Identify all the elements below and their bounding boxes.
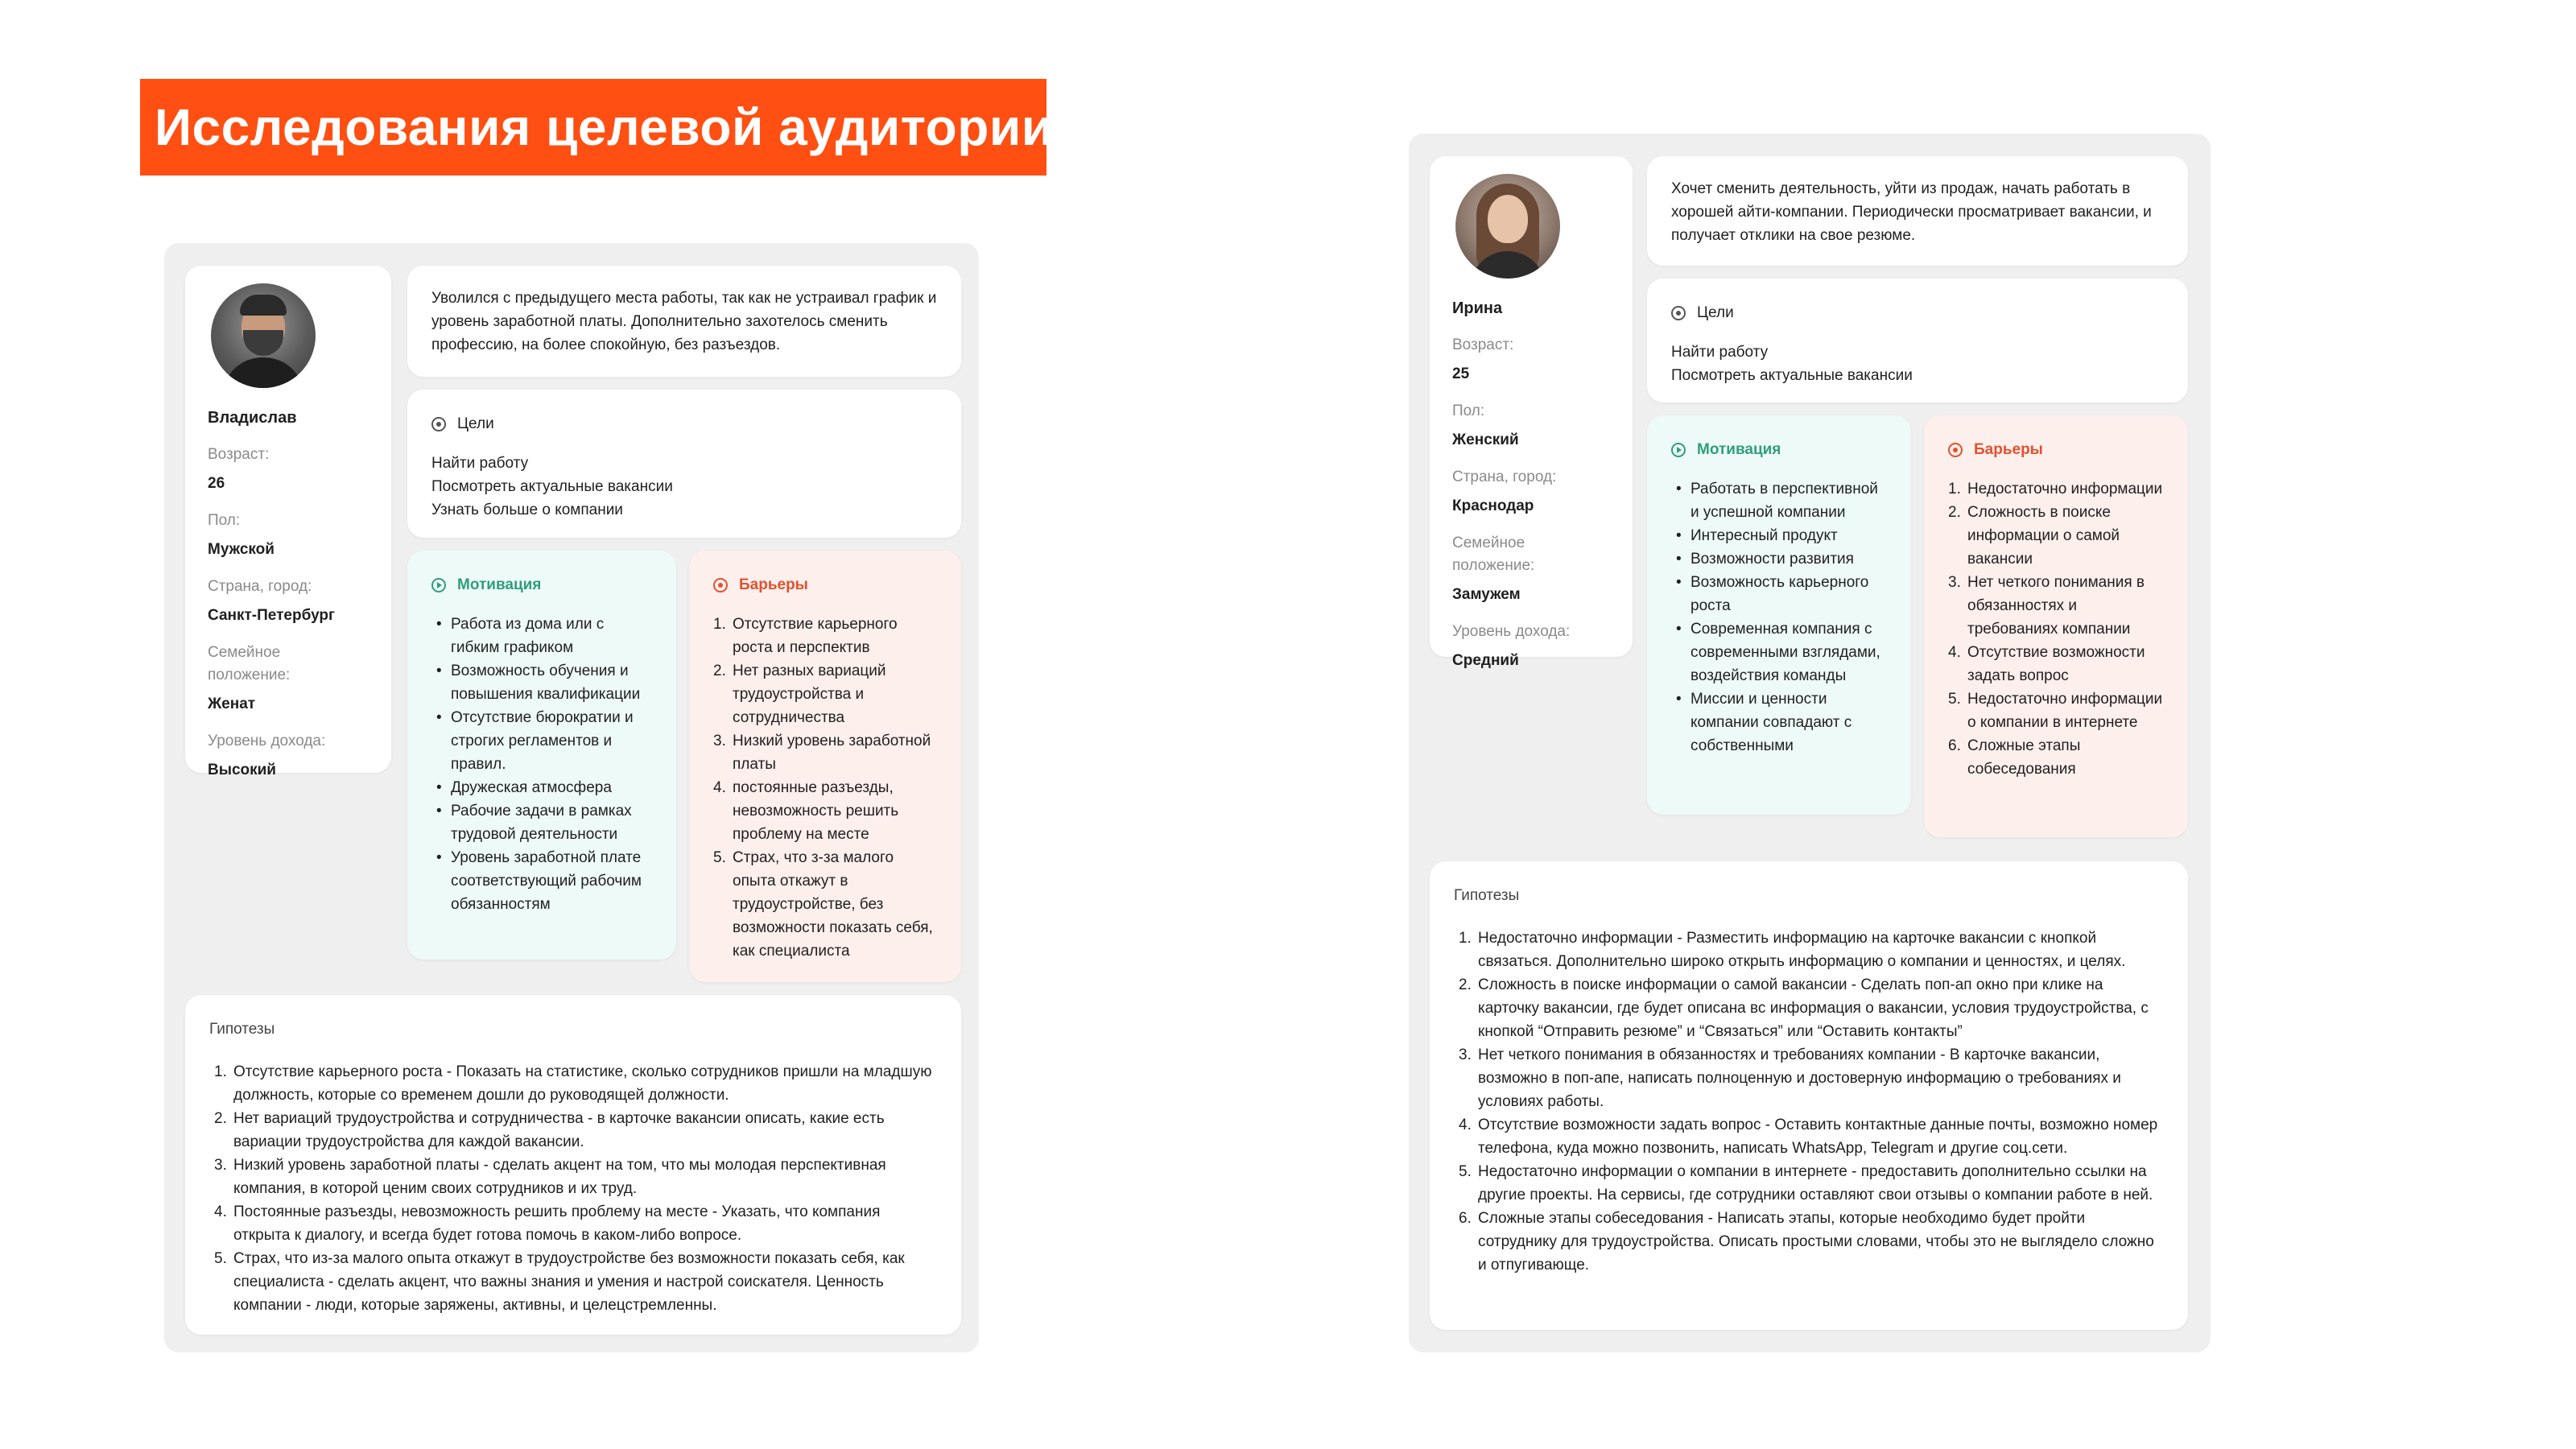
- persona-name: Ирина: [1452, 299, 1503, 317]
- goals-title: Цели: [457, 415, 494, 432]
- barriers-title: Барьеры: [1974, 441, 2043, 458]
- barrier-item: 5. Недостаточно информации о компании в интернете: [1948, 691, 2163, 731]
- persona-board-vladislav: [164, 243, 979, 1352]
- barriers-header: [713, 573, 937, 597]
- motivation-item: • Уровень заработной плате соответствующий рабочим обязанностям: [431, 846, 652, 916]
- barriers-header: [1948, 438, 2164, 461]
- female-avatar-icon: [1455, 174, 1560, 279]
- goal-item: Посмотреть актуальные вакансии: [1671, 367, 1913, 384]
- field-label-city: Страна, город:: [208, 578, 312, 595]
- profile-card: [1430, 156, 1633, 669]
- field-label-gender: Пол:: [1452, 402, 1485, 419]
- field-value-gender: Мужской: [208, 541, 275, 558]
- field-value-gender: Женский: [1452, 431, 1519, 448]
- motivation-title: Мотивация: [1697, 441, 1781, 458]
- hypothesis-item: 4. Постоянные разъезды, невозможность решить проблему на месте - Указать, что компания открыта к диалогу, и всегда будет готова помочь в каком-либо вопросе.: [214, 1203, 881, 1244]
- motivation-item: • Рабочие задачи в рамках трудовой деятельности: [431, 799, 652, 846]
- hypotheses-title: Гипотезы: [209, 1021, 275, 1038]
- motivation-card: [407, 551, 676, 960]
- motivation-item: • Отсутствие бюрократии и строгих регламентов и правил.: [431, 706, 652, 776]
- motivation-item: • Современная компания с современными взглядами, воздействия команды: [1671, 617, 1887, 687]
- hypotheses-card: [1430, 861, 2188, 1330]
- barrier-item: 2. Сложность в поиске информации о самой вакансии: [1948, 504, 2120, 568]
- male-avatar-icon: [211, 283, 316, 388]
- barrier-item: 3. Низкий уровень заработной платы: [713, 733, 931, 773]
- goals-header: [1671, 301, 2164, 324]
- persona-board-irina: [1409, 134, 2211, 1352]
- barrier-item: 4. постоянные разъезды, невозможность решить проблему на месте: [713, 779, 899, 843]
- play-circle-icon: [431, 578, 446, 592]
- goals-card: [1647, 279, 2188, 402]
- field-label-income: Уровень дохода:: [208, 733, 326, 749]
- goal-item: Узнать больше о компании: [431, 502, 623, 518]
- motivation-item: • Работать в перспективной и успешной компании: [1671, 477, 1887, 524]
- hypothesis-item: 1. Отсутствие карьерного роста - Показать на статистике, сколько сотрудников пришли на младшую должность, которые со временем дошли до руководящей должности.: [214, 1063, 932, 1104]
- goal-item: Посмотреть актуальные вакансии: [431, 478, 673, 495]
- hypotheses-title: Гипотезы: [1454, 887, 1520, 904]
- motivation-item: • Миссии и ценности компании совпадают с собственными: [1671, 687, 1887, 758]
- barriers-title: Барьеры: [739, 576, 808, 593]
- page-title: Исследования целевой аудитории:: [140, 79, 1046, 175]
- goal-item: Найти работу: [431, 455, 529, 472]
- barrier-item: 5. Страх, что з-за малого опыта откажут в трудоустройстве, без возможности показать себя, как специалиста: [713, 849, 933, 960]
- field-value-income: Высокий: [208, 762, 276, 778]
- motivation-item: • Возможности развития: [1671, 547, 1887, 571]
- goals-card: [407, 390, 961, 538]
- profile-card: [185, 266, 391, 778]
- target-icon: [431, 417, 446, 431]
- motivation-item: • Возможность карьерного роста: [1671, 571, 1887, 617]
- field-value-age: 25: [1452, 365, 1470, 382]
- field-label-income: Уровень дохода:: [1452, 623, 1571, 640]
- barrier-item: 2. Нет разных вариаций трудоустройства и сотрудничества: [713, 663, 886, 726]
- barrier-item: 1. Отсутствие карьерного роста и перспектив: [713, 616, 898, 656]
- field-value-family: Замужем: [1452, 586, 1521, 603]
- motivation-item: • Интересный продукт: [1671, 524, 1887, 547]
- play-circle-icon: [1671, 443, 1686, 457]
- target-icon: [1671, 306, 1686, 320]
- goal-item: Найти работу: [1671, 344, 1769, 361]
- hypothesis-item: 3. Нет четкого понимания в обязанностях и требованиях компании - В карточке вакансии, возможно в поп-апе, написать полноценную и достоверную информацию о требованиях и условиях работы.: [1459, 1046, 2121, 1110]
- motivation-item: • Дружеская атмосфера: [431, 776, 652, 799]
- motivation-header: [1671, 438, 1887, 461]
- field-label-family: Семейное положение:: [1452, 535, 1535, 574]
- barrier-item: 6. Сложные этапы собеседования: [1948, 737, 2081, 778]
- hypothesis-item: 2. Сложность в поиске информации о самой вакансии - Сделать поп-ап окно при клике на карточку вакансии, где будет описана вс информация о вакансии, условия трудоустройства, с кнопкой “Отправить резюме” и “Связаться” или “Оставить контакты”: [1459, 976, 2149, 1040]
- field-value-city: Краснодар: [1452, 497, 1534, 514]
- motivation-header: [431, 573, 652, 597]
- hypothesis-item: 6. Сложные этапы собеседования - Написать этапы, которые необходимо будет пройти сотруднику для трудоустройства. Описать простыми словами, чтобы это не выглядело сложно и отпугивающе.: [1459, 1210, 2154, 1274]
- hypothesis-item: 1. Недостаточно информации - Разместить информацию на карточке вакансии с кнопкой связаться. Дополнительно широко открыть информацию о компании и ценностях, и целях.: [1459, 930, 2126, 970]
- field-value-city: Санкт-Петербург: [208, 607, 335, 624]
- hypotheses-card: [185, 995, 961, 1335]
- hypothesis-item: 5. Страх, что из-за малого опыта откажут в трудоустройстве без возможности показать себя, как специалиста - сделать акцент, что важны знания и умения и настрой соискателя. Ценность компании - люди, которые заряжены, активны, и целецстремленны.: [214, 1250, 905, 1314]
- barrier-item: 4. Отсутствие возможности задать вопрос: [1948, 644, 2145, 684]
- description-card: Уволился с предыдущего места работы, так как не устраивал график и уровень заработной платы. Дополнительно захотелось сменить профессию, на более спокойную, без разъездов.: [407, 266, 961, 377]
- field-label-city: Страна, город:: [1452, 469, 1557, 485]
- barriers-card: [1924, 415, 2188, 837]
- hypothesis-item: 3. Низкий уровень заработной платы - сделать акцент на том, что мы молодая перспективная компания, в которой ценим своих сотрудников и их труд.: [214, 1157, 886, 1197]
- record-icon: [713, 578, 728, 592]
- record-icon: [1948, 443, 1963, 457]
- barrier-item: 3. Нет четкого понимания в обязанностях и требованиях компании: [1948, 574, 2145, 638]
- field-label-gender: Пол:: [208, 512, 241, 529]
- field-label-age: Возраст:: [1452, 336, 1514, 353]
- motivation-title: Мотивация: [457, 576, 542, 593]
- hypothesis-item: 4. Отсутствие возможности задать вопрос - Оставить контактные данные почты, возможно номер телефона, куда можно позвонить, написать WhatsApp, Telegram и другие соц.сети.: [1459, 1117, 2158, 1157]
- barriers-card: [689, 551, 961, 982]
- motivation-item: • Работа из дома или с гибким графиком: [431, 613, 652, 659]
- field-value-age: 26: [208, 475, 225, 492]
- field-value-family: Женат: [208, 696, 256, 712]
- persona-name: Владислав: [208, 409, 297, 427]
- motivation-card: [1647, 415, 1911, 815]
- field-label-family: Семейное положение:: [208, 644, 291, 683]
- field-value-income: Средний: [1452, 652, 1519, 669]
- goals-header: [431, 412, 937, 436]
- barrier-item: 1. Недостаточно информации: [1948, 481, 2163, 497]
- field-label-age: Возраст:: [208, 446, 270, 463]
- hypothesis-item: 2. Нет вариаций трудоустройства и сотрудничества - в карточке вакансии описать, какие есть вариации трудоустройства для каждой вакансии.: [214, 1110, 885, 1150]
- hypothesis-item: 5. Недостаточно информации о компании в интернете - предоставить дополнительно ссылки на другие проекты. На сервисы, где сотрудники оставляют свои отзывы о компании работе в ней.: [1459, 1163, 2153, 1203]
- goals-title: Цели: [1697, 304, 1734, 321]
- description-card: Хочет сменить деятельность, уйти из продаж, начать работать в хорошей айти-компании. Периодически просматривает вакансии, и получает отклики на свое резюме.: [1647, 156, 2188, 266]
- motivation-item: • Возможность обучения и повышения квалификации: [431, 659, 652, 706]
